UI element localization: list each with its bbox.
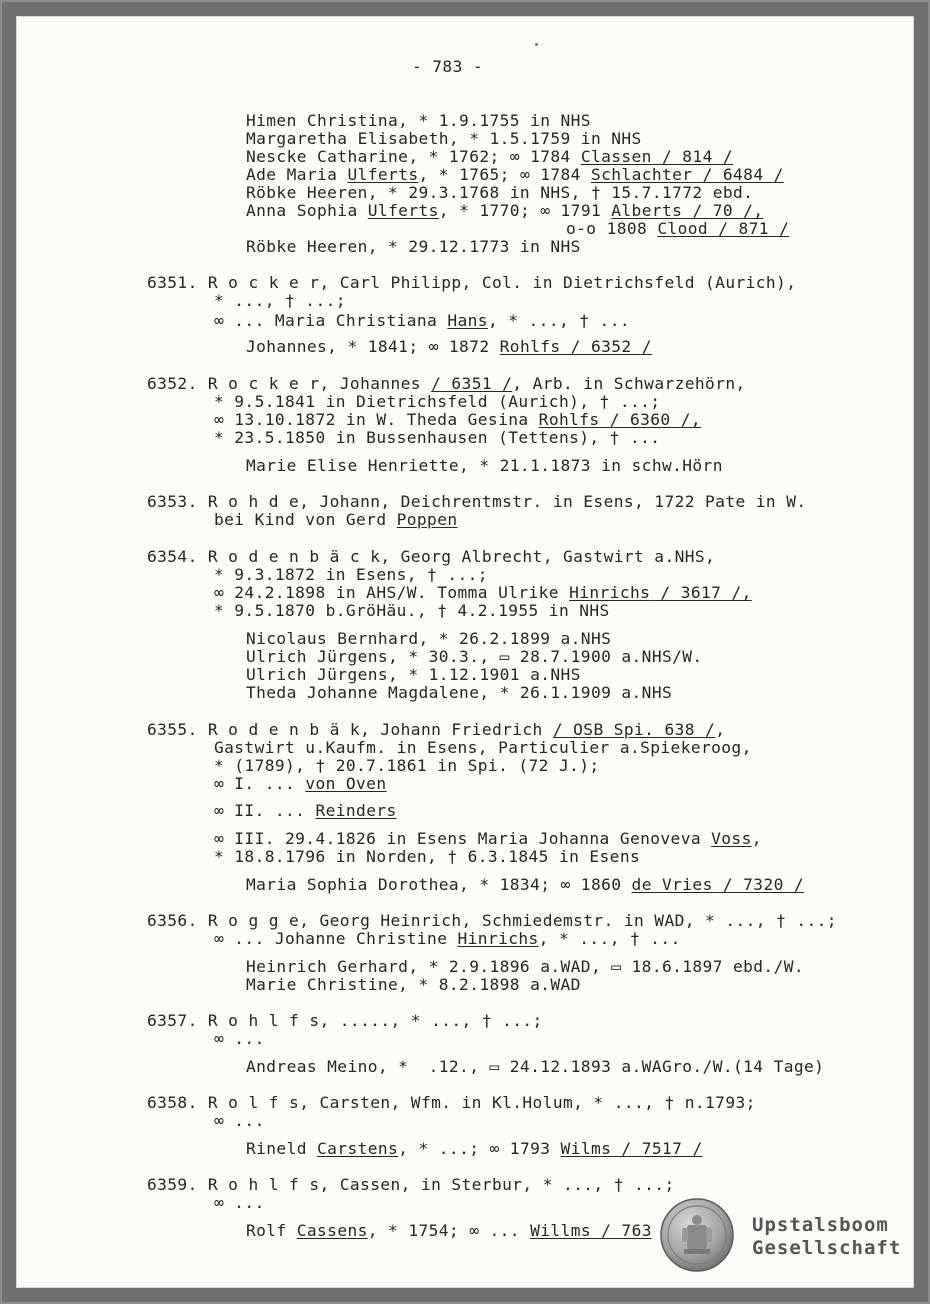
surname-link: Classen <box>580 147 652 166</box>
scan-frame <box>2 2 928 1302</box>
marriage-line <box>214 802 397 820</box>
marriage-line <box>214 775 386 793</box>
surname-link: Ulferts <box>347 165 419 184</box>
marriage-line <box>214 411 701 429</box>
reference-number: / 763 <box>590 1221 652 1240</box>
text: ∞ I. ... <box>214 774 306 793</box>
entry-line: Gastwirt u.Kaufm. in Esens, Particulier a.Spiekeroog, <box>214 738 752 757</box>
reference-number: / 871 / <box>708 219 790 238</box>
surname-link: Willms <box>530 1221 591 1240</box>
text: Nescke Catharine, * 1762; ∞ 1784 <box>246 147 581 166</box>
surname-link: Clood <box>657 219 709 238</box>
surname-link: de Vries <box>631 875 713 894</box>
entry-header <box>147 1094 756 1112</box>
text: , <box>751 829 762 848</box>
text: Anna Sophia <box>246 201 368 220</box>
child-line <box>566 220 789 238</box>
entry-number: 6351. <box>147 273 198 292</box>
text: , * ..., † ... <box>538 929 681 948</box>
child-line: Margaretha Elisabeth, * 1.5.1759 in NHS <box>246 129 642 148</box>
marriage-line: ∞ ... <box>214 1111 265 1130</box>
child-line: Heinrich Gerhard, * 2.9.1896 a.WAD, ▭ 18.6.1897 ebd./W. <box>246 957 805 976</box>
entry-line <box>214 511 458 529</box>
surname-link: Reinders <box>315 801 397 820</box>
text: , Carl Philipp, Col. in Dietrichsfeld (Aurich), <box>319 273 797 292</box>
reference-number: / 7517 / <box>611 1139 703 1158</box>
text: ∞ 24.2.1898 in AHS/W. Tomma Ulrike <box>214 583 570 602</box>
text: Rolf <box>246 1221 297 1240</box>
entry-line: * 9.3.1872 in Esens, † ...; <box>214 565 488 584</box>
entry-number: 6357. <box>147 1011 198 1030</box>
text: ∞ 13.10.1872 in W. Theda Gesina <box>214 410 539 429</box>
text: , Johannes <box>319 374 432 393</box>
text: , ....., * ..., † ...; <box>319 1011 543 1030</box>
marriage-line <box>214 584 752 602</box>
surname: R o c k e r <box>207 374 320 393</box>
child-line: Theda Johanne Magdalene, * 26.1.1909 a.NHS <box>246 683 673 702</box>
child-line: Marie Christine, * 8.2.1898 a.WAD <box>246 975 581 994</box>
surname-link: Rohlfs <box>499 337 561 356</box>
entry-header <box>147 548 715 566</box>
entry-header <box>147 721 725 739</box>
child-line: Röbke Heeren, * 29.12.1773 in NHS <box>246 237 581 256</box>
reference-number: / 6484 / <box>692 165 784 184</box>
surname: R o d e n b ä c k <box>207 547 381 566</box>
entry-header <box>147 1176 675 1194</box>
page-number: - 783 - <box>412 57 484 76</box>
dust-speck <box>535 43 538 46</box>
text: ∞ II. ... <box>214 801 316 820</box>
entry-line: * 9.5.1841 in Dietrichsfeld (Aurich), † ...; <box>214 392 661 411</box>
text: , Arb. in Schwarzehörn, <box>512 374 746 393</box>
surname-link: Cassens <box>296 1221 368 1240</box>
child-line: Ulrich Jürgens, * 1.12.1901 a.NHS <box>246 665 581 684</box>
surname-link: Poppen <box>396 510 458 529</box>
text: ∞ ... Johanne Christine <box>214 929 458 948</box>
entry-number: 6358. <box>147 1093 198 1112</box>
text: Johannes, * 1841; ∞ 1872 <box>246 337 500 356</box>
text: , Georg Heinrich, Schmiedemstr. in WAD, * ..., † ...; <box>299 911 837 930</box>
text: , Cassen, in Sterbur, * ..., † ...; <box>319 1175 675 1194</box>
child-line <box>246 1140 703 1158</box>
surname-link: Hinrichs <box>569 583 651 602</box>
text: Rineld <box>246 1139 318 1158</box>
brand-name <box>752 1214 901 1260</box>
child-line: Nicolaus Bernhard, * 26.2.1899 a.NHS <box>246 629 612 648</box>
entry-line: * 23.5.1850 in Bussenhausen (Tettens), † ... <box>214 428 661 447</box>
entry-number: 6352. <box>147 374 198 393</box>
text: , * ...; ∞ 1793 <box>398 1139 561 1158</box>
surname-link: Carstens <box>317 1139 399 1158</box>
entry-number: 6356. <box>147 911 198 930</box>
text: o-o 1808 <box>566 219 658 238</box>
child-line: Röbke Heeren, * 29.3.1768 in NHS, † 15.7.1772 ebd. <box>246 183 754 202</box>
text: , Johann, Deichrentmstr. in Esens, 1722 Pate in W. <box>299 492 807 511</box>
reference-number: / 7320 / <box>712 875 805 894</box>
child-line: Himen Christina, * 1.9.1755 in NHS <box>246 111 591 130</box>
document-page <box>16 16 914 1288</box>
entry-number: 6359. <box>147 1175 198 1194</box>
entry-header <box>147 375 746 393</box>
surname: R o g g e <box>207 911 300 930</box>
surname: R o h l f s <box>207 1011 320 1030</box>
child-line <box>246 148 733 166</box>
reference-number: / 814 / <box>651 147 734 166</box>
entry-number: 6355. <box>147 720 198 739</box>
brand-line: Gesellschaft <box>752 1237 902 1259</box>
surname: R o d e n b ä k <box>207 720 361 739</box>
entry-header <box>147 912 837 930</box>
surname-link: Alberts <box>611 201 683 220</box>
reference-number: / 6351 / <box>431 374 513 393</box>
surname-link: Rohlfs <box>538 410 600 429</box>
text: , <box>715 720 726 739</box>
text: Maria Sophia Dorothea, * 1834; ∞ 1860 <box>246 875 632 894</box>
reference-number: / OSB Spi. 638 / <box>552 720 716 739</box>
seal-icon <box>660 1198 734 1272</box>
text: , * 1765; ∞ 1784 <box>418 165 591 184</box>
surname-link: Wilms <box>560 1139 612 1158</box>
entry-number: 6354. <box>147 547 198 566</box>
text: , * 1770; ∞ 1791 <box>438 201 612 220</box>
surname-link: Hinrichs <box>457 929 539 948</box>
text: , * 1754; ∞ ... <box>367 1221 531 1240</box>
marriage-line <box>214 830 762 848</box>
child-line <box>246 166 784 184</box>
marriage-line: ∞ ... <box>214 1029 265 1048</box>
reference-number: / 70 /, <box>682 201 764 220</box>
entry-number: 6353. <box>147 492 198 511</box>
marriage-line: ∞ ... <box>214 1193 265 1212</box>
reference-number: / 3617 /, <box>650 583 752 602</box>
child-line: Ulrich Jürgens, * 30.3., ▭ 28.7.1900 a.NHS/W. <box>246 647 703 666</box>
reference-number: / 6352 / <box>560 337 652 356</box>
marriage-line <box>214 312 630 330</box>
surname: R o h d e <box>207 492 300 511</box>
surname-link: Voss <box>711 829 752 848</box>
entry-line: * 9.5.1870 b.GröHäu., † 4.2.1955 in NHS <box>214 601 610 620</box>
entry-line: * 18.8.1796 in Norden, † 6.3.1845 in Esens <box>214 847 641 866</box>
entry-line: * (1789), † 20.7.1861 in Spi. (72 J.); <box>214 756 600 775</box>
surname: R o c k e r <box>207 273 320 292</box>
surname-link: Hans <box>447 311 488 330</box>
surname-link: von Oven <box>305 774 387 793</box>
text: ∞ ... Maria Christiana <box>214 311 448 330</box>
upstalsboom-watermark <box>660 1198 908 1272</box>
text: , Georg Albrecht, Gastwirt a.NHS, <box>380 547 716 566</box>
text: bei Kind von Gerd <box>214 510 397 529</box>
surname-link: Schlachter <box>590 165 693 184</box>
marriage-line <box>214 930 681 948</box>
entry-line: * ..., † ...; <box>214 291 346 310</box>
text: , Carsten, Wfm. in Kl.Holum, * ..., † n.1793; <box>299 1093 756 1112</box>
text: , * ..., † ... <box>487 311 630 330</box>
surname: R o h l f s <box>207 1175 320 1194</box>
child-line <box>246 876 804 894</box>
child-line <box>246 338 652 356</box>
surname-link: Ulferts <box>367 201 439 220</box>
child-line <box>246 1222 652 1240</box>
brand-line: Upstalsboom <box>752 1214 889 1236</box>
text: Ade Maria <box>246 165 348 184</box>
entry-header <box>147 274 796 292</box>
entry-header <box>147 493 807 511</box>
child-line: Andreas Meino, * .12., ▭ 24.12.1893 a.WAGro./W.(14 Tage) <box>246 1057 825 1076</box>
child-line <box>246 202 763 220</box>
entry-header <box>147 1012 543 1030</box>
reference-number: / 6360 /, <box>599 410 702 429</box>
child-line: Marie Elise Henriette, * 21.1.1873 in schw.Hörn <box>246 456 723 475</box>
text: , Johann Friedrich <box>360 720 553 739</box>
text: ∞ III. 29.4.1826 in Esens Maria Johanna Genoveva <box>214 829 712 848</box>
surname: R o l f s <box>207 1093 300 1112</box>
